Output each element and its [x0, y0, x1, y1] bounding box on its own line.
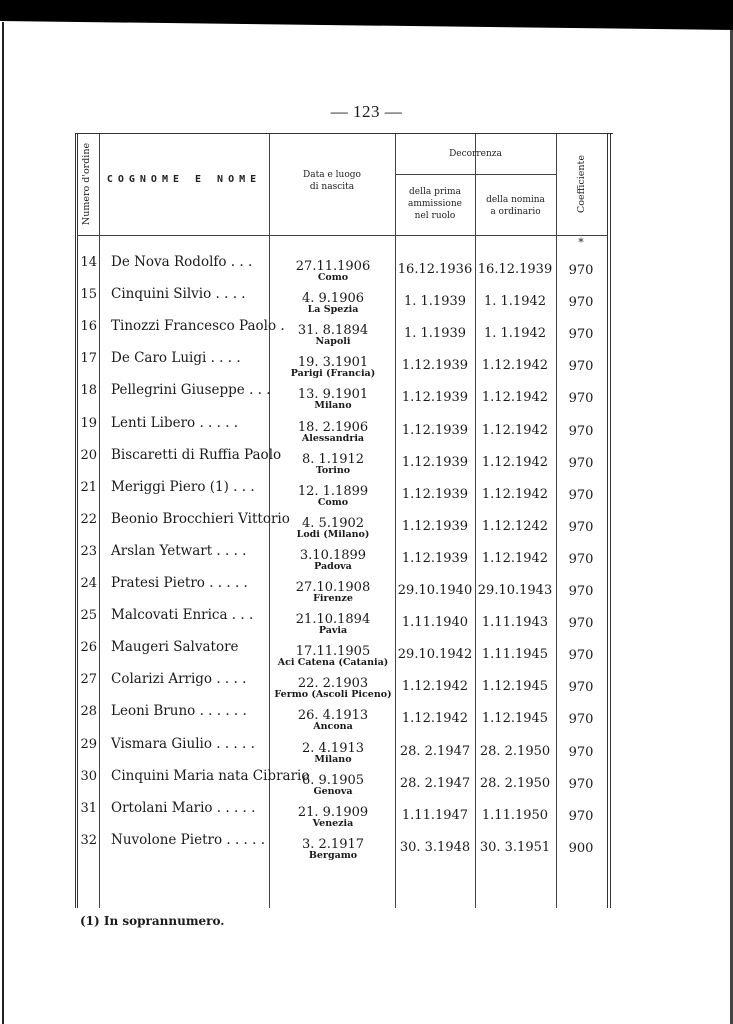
coefficient-value: 970: [568, 455, 594, 471]
person-name: Meriggi Piero (1) . . .: [111, 478, 255, 495]
header-numero-label: Numero d'ordine: [81, 142, 92, 226]
header-prima-line3: nel ruolo: [414, 211, 456, 221]
row-number: 29: [80, 736, 97, 752]
header-prima-line1: della prima: [409, 187, 461, 197]
birth-place: Bergamo: [308, 849, 358, 861]
birth-info: [271, 388, 395, 411]
coefficient-value: 970: [568, 391, 594, 407]
page-number: — 123 —: [330, 102, 403, 121]
table-row: [75, 800, 613, 832]
date-prima-ammissione: 1.12.1939: [401, 518, 469, 534]
date-prima-ammissione: 1.11.1947: [401, 807, 469, 823]
header-prima-line2: ammissione: [408, 199, 462, 209]
date-prima-ammissione: 28. 2.1947: [399, 743, 471, 759]
birth-place: Pavia: [318, 625, 348, 637]
birth-date: 27.11.1906: [295, 259, 371, 274]
person-name: Biscaretti di Ruffia Paolo: [111, 446, 282, 463]
date-prima-ammissione: 1.12.1939: [401, 550, 469, 566]
birth-info: [271, 549, 395, 572]
birth-info: [271, 838, 395, 861]
row-number: 20: [80, 447, 97, 463]
coefficient-value: 900: [568, 840, 594, 856]
birth-date: 27.10.1908: [295, 580, 371, 595]
birth-date: 4. 9.1906: [301, 291, 365, 307]
row-number: 24: [80, 576, 97, 591]
table-row: [75, 511, 613, 543]
date-nomina-ordinario: 1.12.1942: [481, 454, 549, 470]
birth-place: Ancona: [313, 721, 353, 733]
table-row: [75, 543, 613, 575]
date-prima-ammissione: 1.12.1939: [401, 422, 469, 438]
coefficient-value: 970: [568, 616, 594, 632]
birth-place: Como: [317, 272, 349, 283]
header-coefficiente: [556, 134, 608, 235]
birth-place: Alessandria: [301, 432, 365, 444]
birth-date: 21. 9.1909: [297, 804, 369, 820]
header-nomina-line2: a ordinario: [490, 207, 541, 217]
header-prima: [395, 186, 475, 222]
row-number: 30: [80, 768, 97, 784]
person-name: Maugeri Salvatore: [111, 639, 239, 656]
birth-date: 17.11.1905: [295, 644, 371, 660]
person-name: Tinozzi Francesco Paolo .: [111, 318, 285, 335]
coefficient-value: 970: [568, 744, 594, 760]
birth-info: [271, 613, 395, 636]
date-nomina-ordinario: 1.11.1950: [481, 807, 549, 823]
header-numero: [75, 134, 99, 235]
birth-info: [271, 677, 395, 700]
birth-place: Aci Catena (Catania): [277, 657, 389, 669]
birth-place: Parigi (Francia): [290, 368, 376, 380]
table-row: [75, 607, 613, 639]
date-prima-ammissione: 28. 2.1947: [399, 775, 471, 791]
header-nascita-line1: Data e luogo: [303, 170, 361, 180]
row-number: 23: [80, 543, 97, 559]
person-name: Cinquini Maria nata Cibrario: [111, 767, 310, 784]
table-row: [75, 286, 613, 318]
person-name: Pratesi Pietro . . . . .: [111, 575, 248, 591]
coefficient-value: 970: [568, 263, 594, 278]
person-name: Pellegrini Giuseppe . . .: [111, 382, 271, 399]
birth-place: Milano: [314, 400, 352, 412]
date-nomina-ordinario: 1.12.1242: [481, 518, 549, 534]
birth-date: 19. 3.1901: [297, 355, 369, 371]
table-row: [75, 415, 613, 447]
header-decorrenza: Decorrenza: [449, 149, 502, 159]
table-row: [75, 736, 613, 768]
person-name: Ortolani Mario . . . . .: [111, 799, 256, 816]
birth-date: 12. 1.1899: [297, 483, 369, 499]
row-number: 21: [80, 479, 97, 495]
row-number: 17: [80, 351, 97, 367]
row-number: 14: [80, 255, 97, 270]
table-row: [75, 479, 613, 511]
table-row: [75, 447, 613, 479]
birth-date: 31. 8.1894: [297, 323, 369, 339]
birth-place: Como: [317, 496, 349, 508]
birth-place: Torino: [315, 464, 351, 476]
decorrenza-divider: [395, 174, 556, 175]
date-nomina-ordinario: 1.12.1945: [481, 711, 549, 727]
date-nomina-ordinario: 1.12.1945: [481, 679, 549, 695]
birth-place: Lodi (Milano): [296, 528, 370, 540]
header-nascita: [269, 169, 395, 193]
date-nomina-ordinario: 1.12.1942: [481, 422, 549, 438]
coefficient-value: 970: [568, 712, 594, 728]
birth-info: [271, 774, 395, 797]
row-number: 31: [80, 800, 97, 816]
scan-edge-left: [2, 22, 4, 1024]
coefficient-value: 970: [568, 327, 594, 343]
birth-place: Fermo (Ascoli Piceno): [274, 689, 392, 701]
table-row: [75, 671, 613, 703]
birth-info: [271, 742, 395, 765]
row-number: 26: [80, 640, 97, 656]
birth-place: Napoli: [315, 336, 351, 348]
date-nomina-ordinario: 30. 3.1951: [479, 839, 551, 855]
birth-date: 26. 4.1913: [297, 708, 369, 724]
birth-place: Padova: [314, 560, 352, 572]
header-nomina: [475, 194, 556, 218]
date-prima-ammissione: 1.12.1942: [401, 711, 469, 727]
birth-info: [271, 645, 395, 668]
date-nomina-ordinario: 1.11.1943: [481, 615, 549, 631]
coefficient-value: 970: [568, 776, 594, 792]
table-row: [75, 382, 613, 414]
footnote: (1) In soprannumero.: [80, 914, 225, 928]
birth-date: 13. 9.1901: [297, 387, 369, 403]
birth-info: [271, 292, 395, 315]
header-nascita-line2: di nascita: [309, 182, 355, 192]
table-row: [75, 703, 613, 735]
coefficient-value: 970: [568, 551, 594, 567]
row-number: 15: [80, 287, 97, 303]
date-nomina-ordinario: 1.11.1945: [481, 647, 549, 663]
coefficient-value: 970: [568, 680, 594, 696]
table-row: [75, 236, 613, 286]
table-row: [75, 639, 613, 671]
date-prima-ammissione: 1.12.1942: [401, 679, 469, 695]
birth-info: [271, 260, 395, 283]
table-row: [75, 575, 613, 607]
date-nomina-ordinario: 16.12.1939: [477, 262, 553, 277]
person-name: Nuvolone Pietro . . . . .: [111, 831, 265, 848]
birth-info: [271, 485, 395, 508]
header-divider: [77, 235, 607, 236]
date-nomina-ordinario: 28. 2.1950: [479, 743, 551, 759]
coefficient-value: 970: [568, 519, 594, 535]
coefficient-marker: *: [578, 236, 584, 249]
row-number: 28: [80, 704, 97, 720]
date-prima-ammissione: 29.10.1940: [397, 583, 473, 598]
birth-info: [271, 709, 395, 732]
row-number: 19: [80, 415, 97, 431]
date-nomina-ordinario: 1. 1.1942: [483, 294, 547, 310]
birth-date: 6. 9.1905: [301, 772, 365, 788]
birth-place: La Spezia: [307, 304, 359, 316]
coefficient-value: 970: [568, 487, 594, 503]
birth-date: 8. 1.1912: [301, 451, 365, 467]
person-name: De Caro Luigi . . . .: [111, 350, 241, 367]
person-name: Lenti Libero . . . . .: [111, 414, 239, 431]
birth-place: Firenze: [313, 593, 353, 604]
date-prima-ammissione: 30. 3.1948: [399, 839, 471, 855]
row-number: 18: [80, 383, 97, 399]
date-prima-ammissione: 1.12.1939: [401, 390, 469, 406]
date-nomina-ordinario: 1.12.1942: [481, 550, 549, 566]
birth-date: 3. 2.1917: [301, 836, 365, 852]
birth-date: 4. 5.1902: [301, 515, 365, 531]
birth-date: 22. 2.1903: [297, 676, 369, 692]
person-name: Cinquini Silvio . . . .: [111, 286, 246, 303]
date-prima-ammissione: 16.12.1936: [397, 262, 473, 277]
date-prima-ammissione: 29.10.1942: [397, 647, 473, 663]
birth-info: [271, 356, 395, 379]
date-prima-ammissione: 1.12.1939: [401, 358, 469, 374]
date-prima-ammissione: 1. 1.1939: [403, 294, 467, 310]
header-coefficiente-label: Coefficiente: [576, 155, 587, 213]
birth-date: 3.10.1899: [299, 547, 367, 563]
row-number: 32: [80, 832, 97, 848]
coefficient-value: 970: [568, 359, 594, 375]
date-prima-ammissione: 1.12.1939: [401, 454, 469, 470]
birth-info: [271, 581, 395, 604]
birth-info: [271, 806, 395, 829]
birth-date: 2. 4.1913: [301, 740, 365, 756]
date-prima-ammissione: 1.11.1940: [401, 615, 469, 631]
date-nomina-ordinario: 28. 2.1950: [479, 775, 551, 791]
date-nomina-ordinario: 29.10.1943: [477, 583, 553, 598]
date-nomina-ordinario: 1.12.1942: [481, 486, 549, 502]
coefficient-value: 970: [568, 808, 594, 824]
person-name: De Nova Rodolfo . . .: [111, 254, 253, 270]
header-nome: COGNOME E NOME: [106, 174, 262, 185]
coefficient-value: 970: [568, 584, 594, 599]
table-row: [75, 350, 613, 382]
table-row: [75, 318, 613, 350]
coefficient-value: 970: [568, 648, 594, 664]
personnel-table: [75, 133, 613, 908]
scan-edge-top: [0, 0, 733, 30]
table-row: [75, 832, 613, 864]
birth-info: [271, 324, 395, 347]
birth-place: Venezia: [312, 817, 354, 829]
date-nomina-ordinario: 1.12.1942: [481, 390, 549, 406]
birth-info: [271, 453, 395, 476]
person-name: Vismara Giulio . . . . .: [111, 735, 255, 752]
coefficient-value: 970: [568, 295, 594, 311]
birth-info: [271, 421, 395, 444]
birth-place: Genova: [313, 785, 353, 797]
table-row: [75, 768, 613, 800]
person-name: Malcovati Enrica . . .: [111, 607, 254, 624]
date-prima-ammissione: 1.12.1939: [401, 486, 469, 502]
coefficient-value: 970: [568, 423, 594, 439]
birth-place: Milano: [314, 753, 352, 765]
header-nomina-line1: della nomina: [486, 195, 545, 205]
row-number: 25: [80, 608, 97, 624]
birth-date: 18. 2.1906: [297, 419, 369, 435]
row-number: 16: [80, 319, 97, 335]
person-name: Beonio Brocchieri Vittorio: [111, 510, 290, 527]
date-nomina-ordinario: 1. 1.1942: [483, 326, 547, 342]
row-number: 22: [80, 511, 97, 527]
row-number: 27: [80, 672, 97, 688]
birth-date: 21.10.1894: [295, 612, 371, 628]
person-name: Colarizi Arrigo . . . .: [111, 671, 247, 688]
person-name: Arslan Yetwart . . . .: [111, 542, 247, 559]
date-prima-ammissione: 1. 1.1939: [403, 326, 467, 342]
person-name: Leoni Bruno . . . . . .: [111, 703, 247, 720]
date-nomina-ordinario: 1.12.1942: [481, 358, 549, 374]
birth-info: [271, 517, 395, 540]
